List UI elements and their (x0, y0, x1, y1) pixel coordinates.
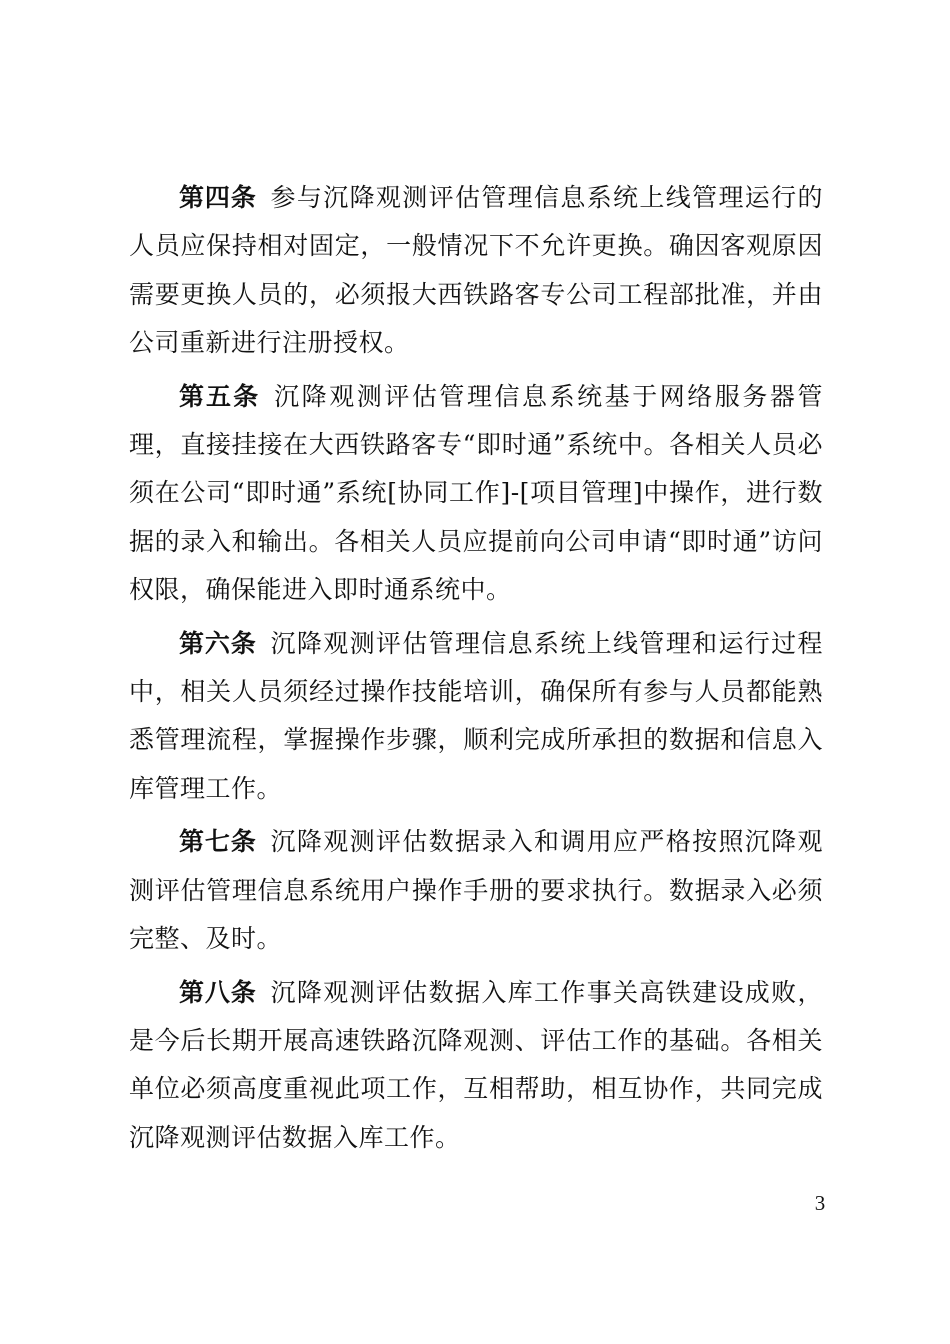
body-text (129, 174, 823, 1167)
article-text: 沉降观测评估管理信息系统上线管理和运行过程中，相关人员须经过操作技能培训，确保所有参与人员都能熟悉管理流程，掌握操作步骤，顺利完成所承担的数据和信息入库管理工作。 (129, 628, 823, 803)
article-text: 沉降观测评估管理信息系统基于网络服务器管理，直接挂接在大西铁路客专“即时通”系统中。各相关人员必须在公司“即时通”系统[协同工作]-[项目管理]中操作，进行数据的录入和输出。各相关人员应提前向公司申请“即时通”访问权限，确保能进入即时通系统中。 (129, 381, 823, 605)
article-8 (129, 969, 823, 1163)
article-text: 参与沉降观测评估管理信息系统上线管理运行的人员应保持相对固定，一般情况下不允许更换。确因客观原因需要更换人员的，必须报大西铁路客专公司工程部批准，并由公司重新进行注册授权。 (129, 183, 823, 358)
article-label: 第五条 (179, 381, 261, 411)
article-6 (129, 620, 823, 814)
article-4 (129, 174, 823, 368)
page-number: 3 (814, 1191, 826, 1215)
article-label: 第八条 (179, 977, 257, 1007)
article-5 (129, 373, 823, 615)
article-label: 第六条 (179, 628, 257, 658)
article-label: 第四条 (179, 183, 257, 212)
article-7 (129, 818, 823, 963)
article-label: 第七条 (179, 827, 257, 857)
article-text: 沉降观测评估数据入库工作事关高铁建设成败，是今后长期开展高速铁路沉降观测、评估工作的基础。各相关单位必须高度重视此项工作，互相帮助，相互协作，共同完成沉降观测评估数据入库工作。 (129, 977, 823, 1152)
article-text: 沉降观测评估数据录入和调用应严格按照沉降观测评估管理信息系统用户操作手册的要求执行。数据录入必须完整、及时。 (129, 827, 823, 954)
